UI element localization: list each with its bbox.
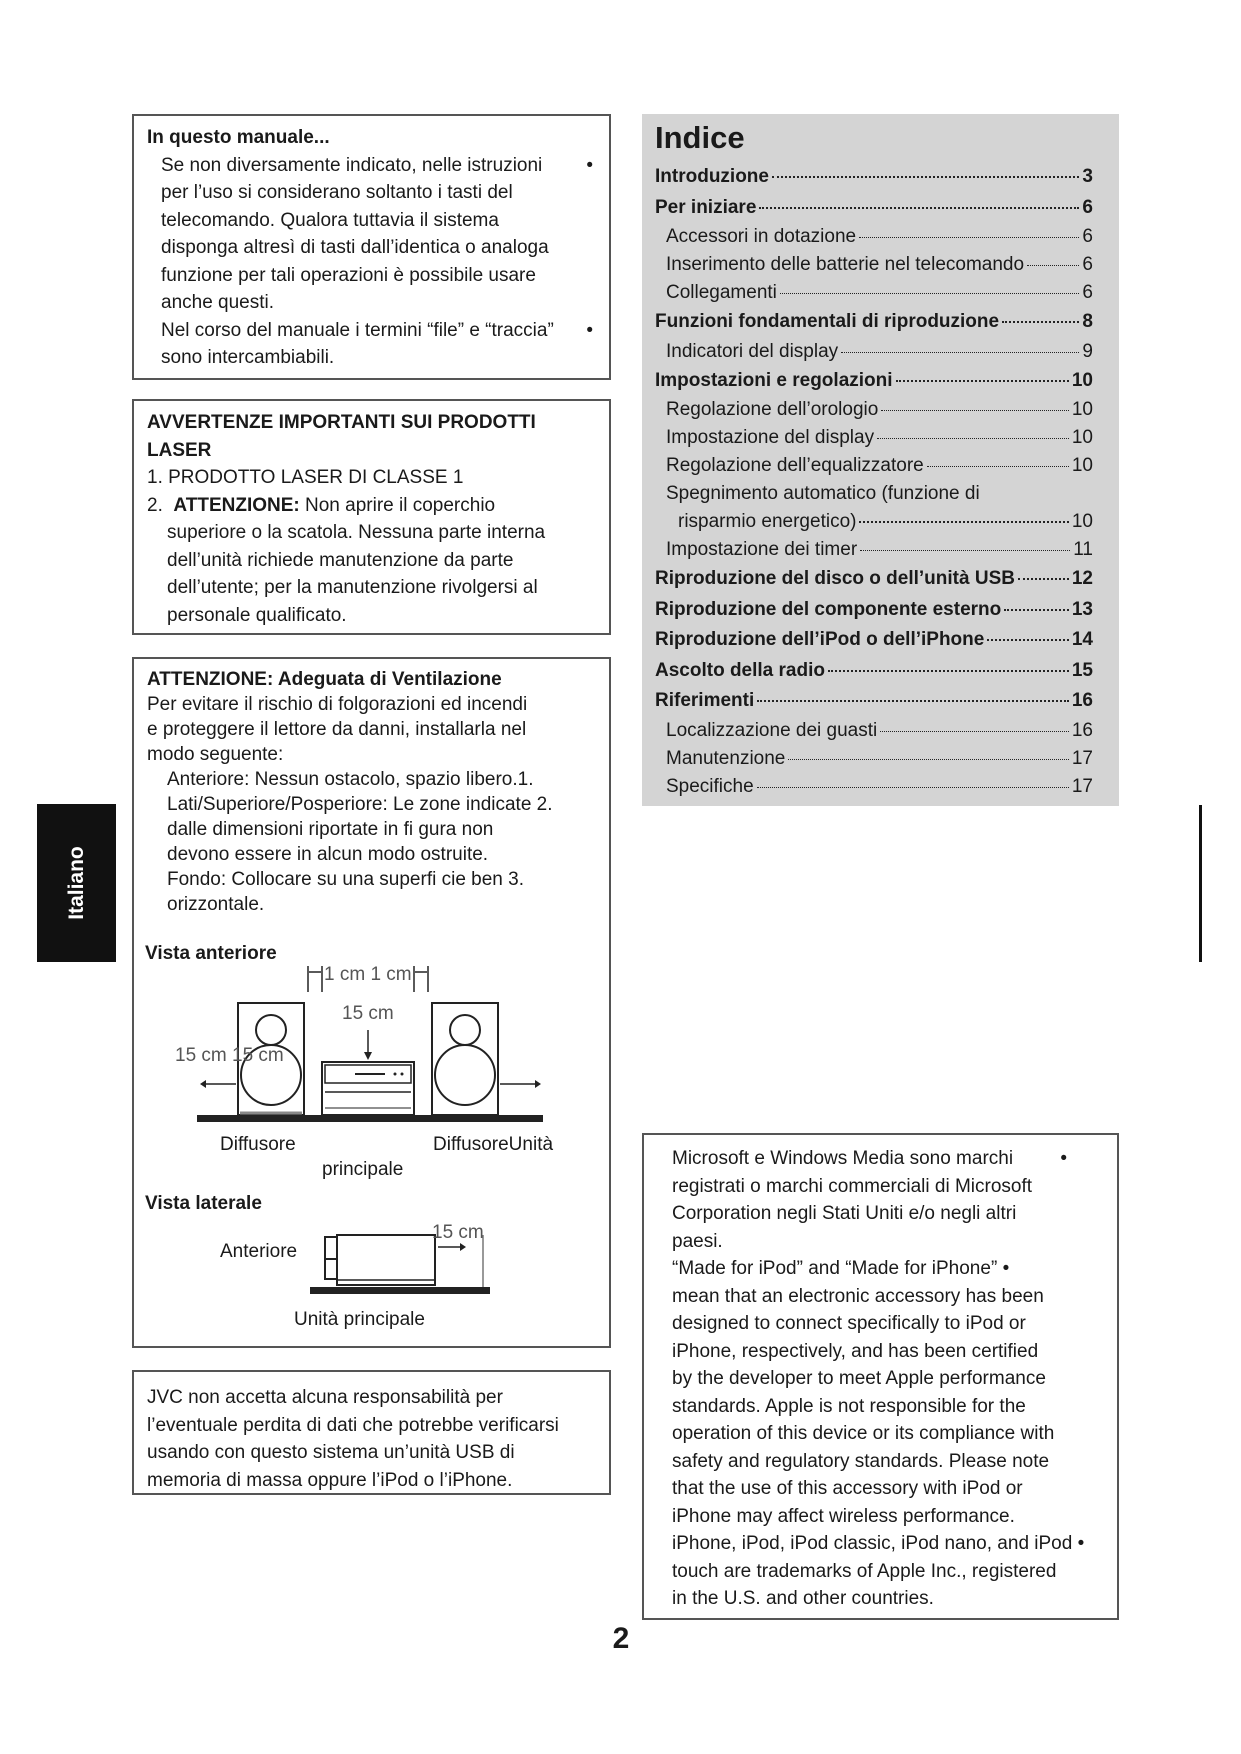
toc-label: Ascolto della radio [655, 659, 825, 681]
toc-page: 11 [1073, 539, 1093, 560]
jvc-note-box [132, 1370, 611, 1495]
trademark-line: iPhone, respectively, and has been certified [672, 1340, 1039, 1362]
toc-label: Accessori in dotazione [666, 226, 857, 247]
toc-page: 17 [1071, 775, 1093, 797]
toc-label: Impostazione dei timer [666, 539, 858, 560]
toc-label: Manutenzione [666, 747, 786, 769]
trademark-line: iPhone may affect wireless performance. [672, 1505, 1015, 1527]
ventilation-line: Per evitare il rischio di folgorazioni ed incendi [147, 694, 528, 715]
side-gap: 15 cm [432, 1222, 484, 1243]
trademark-line: touch are trademarks of Apple Inc., registered [672, 1560, 1057, 1582]
toc-page: 6 [1082, 226, 1093, 247]
jvc-note-line: usando con questo sistema un’unità USB di [147, 1442, 515, 1463]
toc-page: 6 [1082, 196, 1093, 218]
toc-page: 13 [1071, 598, 1093, 620]
toc-entry[interactable] [655, 452, 1093, 480]
toc-label: Regolazione dell’equalizzatore [666, 455, 924, 476]
trademark-line: paesi. [672, 1230, 723, 1252]
trademark-line: safety and regulatory standards. Please note [672, 1450, 1050, 1472]
trademark-line: designed to connect specifically to iPod or [672, 1313, 1026, 1334]
trademark-line: Corporation negli Stati Uniti e/o negli altri [672, 1203, 1017, 1224]
toc-label: risparmio energetico) [678, 511, 857, 532]
toc-entry[interactable] [655, 564, 1093, 595]
ventilation-item: Fondo: Collocare su una superfi cie ben 3. [167, 869, 524, 890]
manual-note-line: Nel corso del manuale i termini “file” e “traccia” [161, 319, 554, 341]
toc-label: Riproduzione del componente esterno [655, 598, 1002, 620]
ventilation-line: modo seguente: [147, 744, 284, 765]
toc-page: 15 [1071, 659, 1093, 681]
toc-page: 16 [1071, 690, 1093, 711]
toc-label: Funzioni fondamentali di riproduzione [655, 311, 1000, 332]
item-number: 2. [147, 494, 163, 516]
toc-label: Spegnimento automatico (funzione di [666, 483, 980, 504]
manual-note-line: telecomando. Qualora tuttavia il sistema [161, 209, 499, 231]
laser-warning-line: dell’utente; per la manutenzione rivolgersi al [167, 577, 538, 598]
manual-note-line: sono intercambiabili. [161, 347, 335, 368]
ventilation-item: devono essere in alcun modo ostruite. [167, 844, 489, 865]
toc-page: 12 [1071, 568, 1093, 589]
toc-entry[interactable] [655, 595, 1093, 626]
manual-note-line: anche questi. [161, 292, 275, 313]
laser-warning-title: LASER [147, 439, 212, 461]
toc-label: Impostazioni e regolazioni [655, 369, 893, 391]
toc-entry[interactable] [655, 338, 1093, 366]
toc-label: Riferimenti [655, 690, 755, 711]
side-front-label: Anteriore [220, 1241, 298, 1262]
trademark-line: “Made for iPod” and “Made for iPhone” [672, 1258, 998, 1279]
toc-entry[interactable] [655, 717, 1093, 745]
toc-entry[interactable] [655, 686, 1093, 717]
trademark-line: mean that an electronic accessory has been [672, 1285, 1044, 1307]
toc-title: Indice [655, 120, 745, 155]
ventilation-item: Lati/Superiore/Posperiore: Le zone indicate 2. [167, 794, 553, 815]
toc-page: 6 [1082, 254, 1093, 275]
toc-page: 10 [1071, 427, 1093, 448]
ventilation-item: orizzontale. [167, 894, 265, 915]
front-view-title: Vista anteriore [145, 943, 277, 964]
label-speaker: Diffusore [220, 1134, 296, 1155]
toc-label: Indicatori del display [666, 340, 839, 362]
toc-page: 10 [1071, 399, 1093, 420]
manual-note-title: In questo manuale... [147, 127, 330, 148]
toc-page: 10 [1071, 455, 1093, 476]
toc-entry[interactable] [655, 366, 1093, 397]
toc-page: 8 [1082, 311, 1093, 332]
trademarks-box [642, 1133, 1119, 1620]
trademark-line: in the U.S. and other countries. [672, 1588, 934, 1609]
page-number: 2 [612, 1622, 630, 1655]
toc-label: Introduzione [655, 166, 769, 187]
toc-label: Per iniziare [655, 196, 757, 218]
toc-entry[interactable] [655, 625, 1093, 656]
laser-warning-line: superiore o la scatola. Nessuna parte interna [167, 522, 546, 543]
side-view-title: Vista laterale [145, 1193, 262, 1214]
language-tab-label: Italiano [64, 846, 88, 920]
ventilation-title: ATTENZIONE: Adeguata di Ventilazione [147, 669, 502, 690]
manual-note-line: Se non diversamente indicato, nelle istruzioni [161, 154, 543, 176]
toc-entry[interactable] [655, 773, 1093, 801]
toc-label: Riproduzione dell’iPod o dell’iPhone [655, 629, 985, 650]
attention-label: ATTENZIONE: [173, 494, 300, 516]
laser-class: 1. PRODOTTO LASER DI CLASSE 1 [147, 467, 464, 488]
toc-page: 10 [1071, 511, 1093, 532]
front-top-gap: 15 cm [342, 1003, 394, 1024]
toc-entry[interactable] [655, 279, 1093, 307]
jvc-note-line: l’eventuale perdita di dati che potrebbe verificarsi [147, 1414, 559, 1436]
toc-entry[interactable] [655, 193, 1093, 224]
toc-entry[interactable] [655, 536, 1093, 564]
laser-warning-title: AVVERTENZE IMPORTANTI SUI PRODOTTI [147, 412, 536, 433]
label-main: principale [322, 1159, 404, 1180]
trademark-line: iPhone, iPod, iPod classic, iPod nano, and iPod [672, 1533, 1073, 1554]
table-of-contents [642, 114, 1119, 806]
toc-page: 3 [1082, 166, 1093, 187]
trademark-line: Microsoft e Windows Media sono marchi [672, 1148, 1014, 1169]
toc-entry[interactable] [655, 251, 1093, 279]
toc-label: Specifiche [666, 775, 754, 797]
trademark-line: standards. Apple is not responsible for the [672, 1395, 1026, 1417]
trademark-line: by the developer to meet Apple performance [672, 1368, 1046, 1389]
side-unit-label: Unità principale [294, 1309, 425, 1330]
toc-entry[interactable] [655, 396, 1093, 424]
toc-label: Riproduzione del disco o dell’unità USB [655, 568, 1015, 589]
ventilation-item: Anteriore: Nessun ostacolo, spazio libero.1. [167, 769, 534, 790]
manual-note-line: funzione per tali operazioni è possibile usare [161, 264, 536, 286]
toc-entry[interactable] [655, 223, 1093, 251]
trademark-line: that the use of this accessory with iPod or [672, 1478, 1023, 1499]
front-top-dims: 1 cm 1 cm [324, 964, 412, 985]
jvc-note-line: memoria di massa oppure l’iPod o l’iPhone. [147, 1469, 513, 1491]
toc-label: Localizzazione dei guasti [666, 719, 878, 741]
bullet: • [1060, 1148, 1067, 1169]
laser-warning-line: dell’unità richiede manutenzione da parte [167, 549, 514, 571]
toc-page: 10 [1071, 369, 1093, 391]
language-tab [37, 804, 116, 962]
toc-entry[interactable] [655, 656, 1093, 687]
toc-entry[interactable] [655, 745, 1093, 773]
ventilation-line: e proteggere il lettore da danni, installarla nel [147, 719, 527, 740]
toc-page: 14 [1071, 629, 1093, 650]
laser-warning-line: personale qualificato. [167, 604, 347, 626]
ventilation-item: dalle dimensioni riportate in fi gura non [167, 819, 494, 840]
toc-entry[interactable] [655, 162, 1093, 193]
bullet: • [586, 319, 593, 341]
toc-label: Inserimento delle batterie nel telecomando [666, 254, 1025, 275]
bullet: • [1077, 1533, 1085, 1554]
toc-label: Collegamenti [666, 282, 777, 303]
bullet: • [1002, 1258, 1010, 1279]
toc-label: Regolazione dell’orologio [666, 399, 879, 420]
manual-note-line: disponga altresì di tasti dall’identica o analoga [161, 237, 549, 258]
manual-note-line: per l’uso si considerano soltanto i tasti del [161, 182, 513, 203]
toc-entry[interactable] [655, 508, 1093, 536]
trademark-line: registrati o marchi commerciali di Microsoft [672, 1175, 1033, 1197]
toc-entry[interactable] [655, 307, 1093, 338]
jvc-note-line: JVC non accetta alcuna responsabilità per [147, 1387, 503, 1408]
toc-entry[interactable] [655, 480, 1093, 508]
front-side-dims: 15 cm 15 cm [175, 1045, 284, 1066]
bullet: • [586, 154, 593, 176]
toc-page: 9 [1082, 340, 1093, 362]
manual-note-box [132, 114, 611, 380]
trademark-line: operation of this device or its compliance with [672, 1423, 1055, 1444]
toc-entry[interactable] [655, 424, 1093, 452]
toc-label: Impostazione del display [666, 427, 875, 448]
laser-warning-line: Non aprire il coperchio [305, 494, 496, 516]
laser-warning-box [132, 399, 611, 635]
toc-page: 17 [1071, 747, 1093, 769]
toc-page: 6 [1082, 282, 1093, 303]
toc-page: 16 [1071, 719, 1093, 741]
thumb-index-marker [1199, 805, 1202, 962]
label-speaker-unit: DiffusoreUnità [433, 1134, 554, 1155]
